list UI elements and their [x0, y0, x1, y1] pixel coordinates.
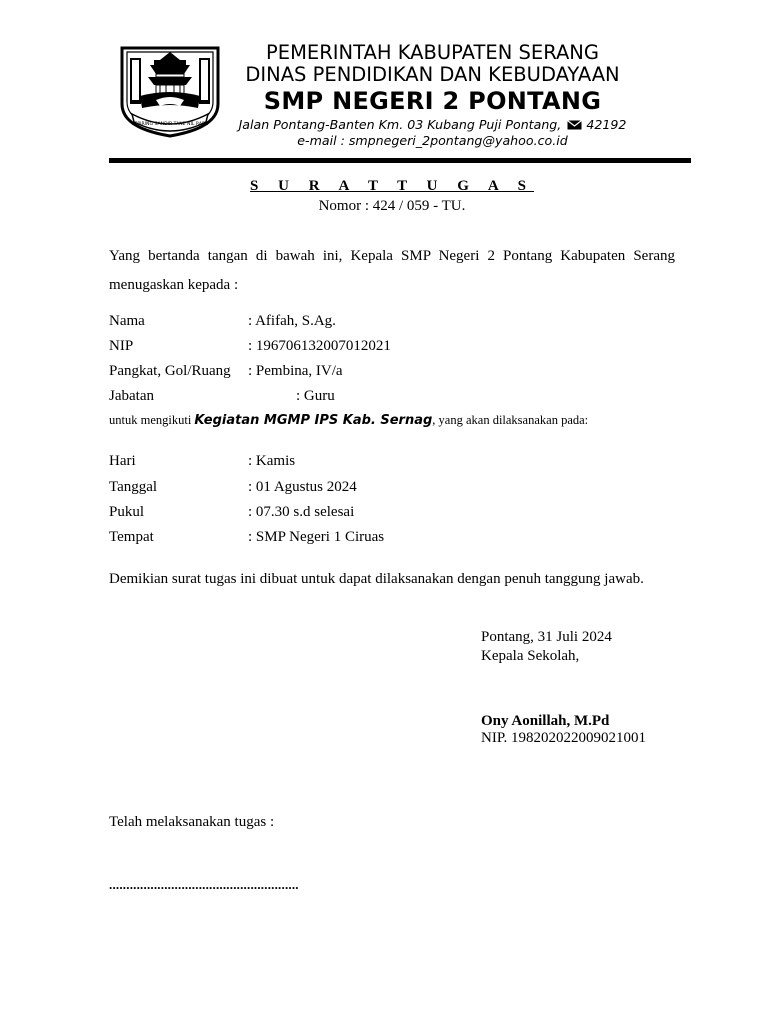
- activity-prefix: untuk mengikuti: [109, 413, 195, 427]
- task-completed-label: Telah melaksanakan tugas :: [109, 814, 275, 830]
- signature-nip: NIP. 198202022009021001: [481, 730, 647, 746]
- signature-position: Kepala Sekolah,: [481, 648, 580, 664]
- hari-label: Hari: [109, 453, 136, 469]
- activity-name: Kegiatan MGMP IPS Kab. Sernag: [194, 413, 433, 428]
- tempat-value: : SMP Negeri 1 Ciruas: [248, 529, 385, 545]
- jabatan-label: Jabatan: [109, 388, 154, 404]
- letterhead-department: DINAS PENDIDIKAN DAN KEBUDAYAAN: [245, 63, 620, 86]
- address-text: Jalan Pontang-Banten Km. 03 Kubang Puji Pontang,: [238, 117, 562, 132]
- tanggal-value: : 01 Agustus 2024: [248, 479, 357, 495]
- nama-value: : Afifah, S.Ag.: [248, 313, 336, 329]
- intro-paragraph: Yang bertanda tangan di bawah ini, Kepala SMP Negeri 2 Pontang Kabupaten Serang menugaskan kepada :: [109, 248, 675, 293]
- pangkat-value: : Pembina, IV/a: [248, 363, 343, 379]
- pukul-label: Pukul: [109, 504, 145, 520]
- district-emblem-logo: [110, 44, 230, 140]
- postal-code: 42192: [586, 117, 627, 132]
- letterhead-address: [225, 116, 640, 133]
- activity-suffix: , yang akan dilaksanakan pada:: [432, 413, 589, 427]
- hari-value: : Kamis: [248, 453, 296, 469]
- nama-label: Nama: [109, 313, 145, 329]
- closing-sentence: Demikian surat tugas ini dibuat untuk dapat dilaksanakan dengan penuh tanggung jawab.: [109, 571, 644, 587]
- nip-label: NIP: [109, 338, 134, 354]
- jabatan-value: : Guru: [296, 388, 335, 404]
- tanggal-label: Tanggal: [109, 479, 158, 495]
- letterhead-school-name: SMP NEGERI 2 PONTANG: [263, 87, 602, 115]
- nip-value: : 196706132007012021: [248, 338, 391, 354]
- letterhead: [225, 42, 640, 148]
- signature-place-date: Pontang, 31 Juli 2024: [481, 629, 612, 645]
- pangkat-label: Pangkat, Gol/Ruang: [109, 363, 231, 379]
- document-number: Nomor : 424 / 059 - TU.: [318, 198, 466, 214]
- signature-dotted-line: .......................................................: [109, 877, 299, 892]
- letterhead-divider: [109, 158, 691, 163]
- envelope-icon: [567, 120, 582, 130]
- tempat-label: Tempat: [109, 529, 154, 545]
- svg-text:SEPIRING SANDIR TANE NIL RADE: SEPIRING SANDIR TANE NIL RADE: [131, 122, 209, 127]
- signature-name: Ony Aonillah, M.Pd: [481, 713, 610, 729]
- activity-line: [109, 411, 588, 430]
- pukul-value: : 07.30 s.d selesai: [248, 504, 355, 520]
- document-title: S U R A T T U G A S: [250, 178, 534, 194]
- letterhead-government: PEMERINTAH KABUPATEN SERANG: [266, 41, 599, 64]
- letterhead-email: e-mail : smpnegeri_2pontang@yahoo.co.id: [297, 133, 568, 148]
